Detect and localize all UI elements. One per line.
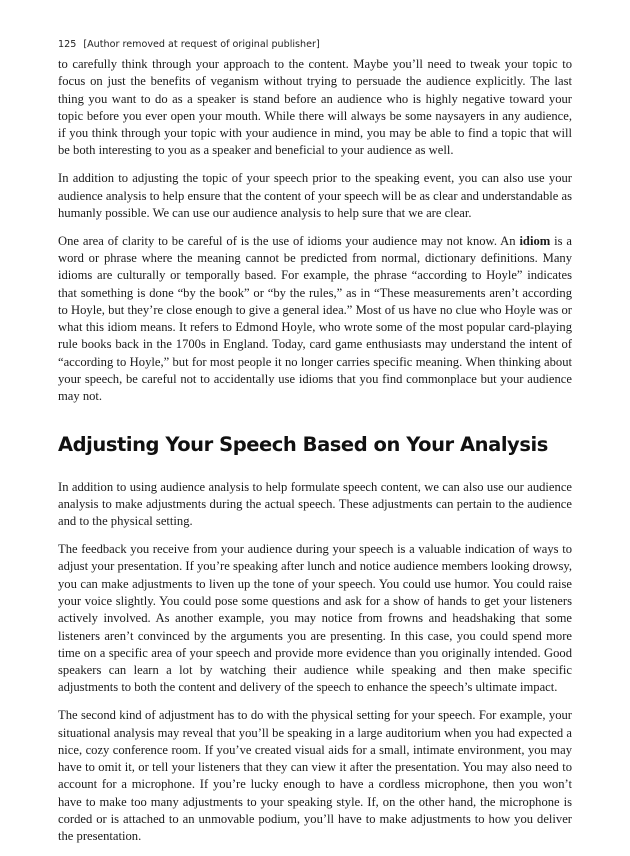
author-attribution: [Author removed at request of original publisher] <box>83 39 320 50</box>
idiom-lead-text: One area of clarity to be careful of is the use of idioms your audience may not know. An <box>58 233 520 248</box>
paragraph-physical-setting: The second kind of adjustment has to do with the physical setting for your speech. For example, your situational analysis may reveal that you’ll be speaking in a large auditorium when you had expected a nice, cozy conference room. If you’ve created visual aids for a small, intimate environment, you may have to omit it, or tell your listeners that they can view it after the presentation. You may also need to account for a microphone. If you’re lucky enough to have a cordless microphone, then you won’t have to make too many adjustments to your speaking style. If, on the other hand, the microphone is corded or is attached to an unmovable podium, you’ll have to make adjustments to how you deliver the presentation. <box>58 708 572 844</box>
page-number: 125 <box>58 39 77 50</box>
paragraph-idioms <box>58 233 572 406</box>
paragraph-audience-feedback: The feedback you receive from your audience during your speech is a valuable indication of ways to adjust your presentation. If you’re speaking after lunch and notice audience members looking drowsy, you can make adjustments to liven up the tone of your speech. You could use humor. You could raise your voice slightly. You could pose some questions and ask for a show of hands to get your listeners actively involved. As another example, you may notice from frowns and headshaking that some listeners aren’t convinced by the arguments you are presenting. In this case, you could spend more time on a specific area of your speech and provide more evidence than you originally intended. Good speakers can learn a lot by watching their audience while speaking and then make specific adjustments to both the content and delivery of the speech to enhance the speech’s ultimate impact. <box>58 542 572 695</box>
paragraph-clarity-intro: In addition to adjusting the topic of your speech prior to the speaking event, you can also use your audience analysis to help ensure that the content of your speech will be as clear and understandable as humanly possible. We can use our audience analysis to help sure that we are clear. <box>58 171 572 220</box>
idiom-rest-text: is a word or phrase where the meaning cannot be predicted from normal, dictionary definitions. Many idioms are culturally or temporally based. For example, the phrase “according to Hoyle” indicates that something is done “by the book” or “by the rules,” as in “These measurements aren’t according to Hoyle, but they’re close enough to give a general idea.” Most of us have no clue who Hoyle was or what this idiom means. It refers to Edmond Hoyle, who wrote some of the most popular card-playing rule books back in the 1700s in England. Today, card game enthusiasts may understand the intent of “according to Hoyle,” but for most people it no longer carries specific meaning. When thinking about your speech, be careful not to accidentally use idioms that you find commonplace but your audience may not. <box>58 233 572 404</box>
document-page <box>58 38 572 856</box>
running-header <box>58 38 572 52</box>
paragraph-topic-approach: to carefully think through your approach to the content. Maybe you’ll need to tweak your topic to focus on just the benefits of veganism without trying to persuade the audience explicitly. The last thing you want to do as a speaker is stand before an audience who is highly negative toward your topic before you ever open your mouth. While there will always be some naysayers in any audience, if you think through your topic with your audience in mind, you may be able to find a topic that will be both interesting to you as a speaker and beneficial to your audience as well. <box>58 57 572 158</box>
idiom-term: idiom <box>519 233 551 248</box>
paragraph-adjustments-intro: In addition to using audience analysis to help formulate speech content, we can also use our audience analysis to make adjustments during the actual speech. These adjustments can pertain to the audience and to the physical setting. <box>58 479 572 529</box>
section-heading: Adjusting Your Speech Based on Your Analysis <box>58 432 548 456</box>
